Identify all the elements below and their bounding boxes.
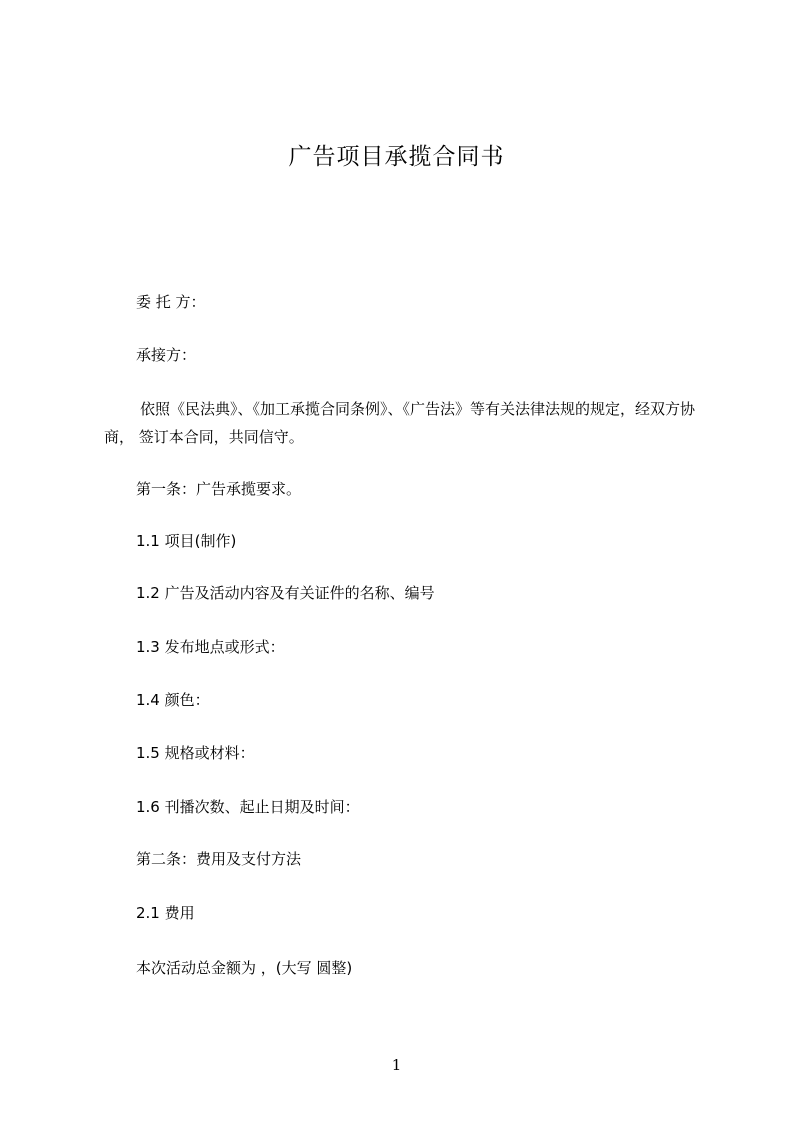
clause-2-1: 2.1 费用 bbox=[136, 904, 195, 922]
contractor-label: 承接方： bbox=[136, 346, 197, 364]
clause-1-6: 1.6 刊播次数、起止日期及时间： bbox=[136, 798, 360, 816]
client-label: 委 托 方： bbox=[136, 293, 206, 311]
clause-1-4: 1.4 颜色： bbox=[136, 691, 210, 709]
clause-1-1: 1.1 项目(制作) bbox=[136, 532, 237, 550]
article-1-heading: 第一条：广告承揽要求。 bbox=[136, 480, 302, 498]
clause-1-3: 1.3 发布地点或形式： bbox=[136, 638, 285, 656]
intro-paragraph: 依照《民法典》、《加工承揽合同条例》、《广告法》等有关法律法规的规定，经双方协商， 签订本合同，共同信守。 bbox=[104, 400, 696, 446]
clause-1-2: 1.2 广告及活动内容及有关证件的名称、编号 bbox=[136, 584, 435, 602]
clause-1-5: 1.5 规格或材料： bbox=[136, 744, 255, 762]
article-2-heading: 第二条：费用及支付方法 bbox=[136, 850, 302, 868]
page-number: 1 bbox=[391, 1056, 402, 1074]
total-amount-line: 本次活动总金额为 ，(大写 圆整) bbox=[136, 959, 353, 977]
document-title: 广告项目承揽合同书 bbox=[288, 144, 505, 170]
